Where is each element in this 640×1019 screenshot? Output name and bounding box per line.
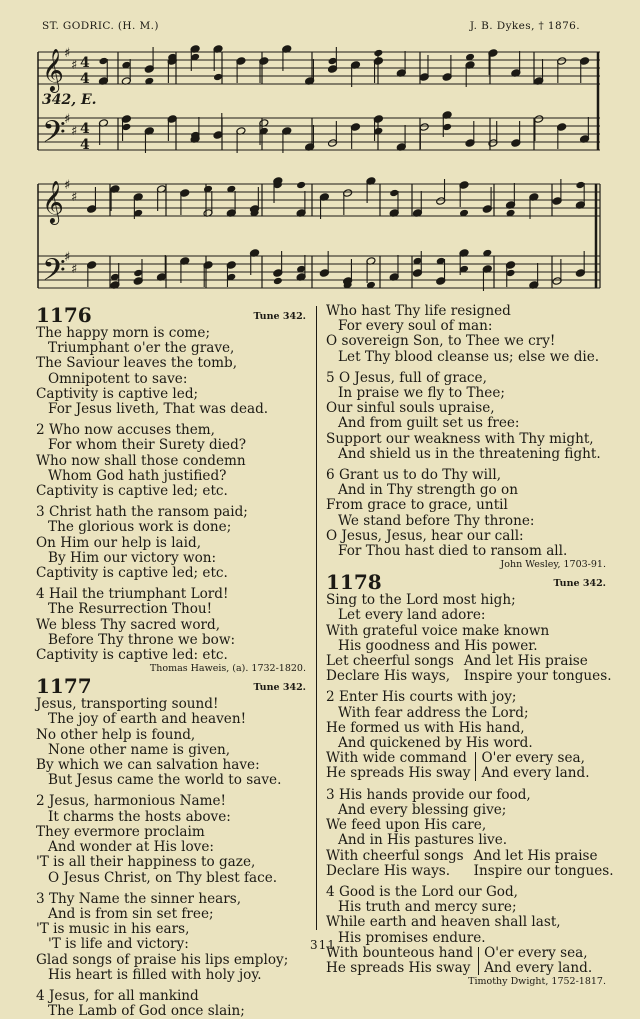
time-signature-bottom: 4 [80, 71, 90, 87]
page-number: 311 [310, 938, 336, 952]
verse-line: 5 O Jesus, full of grace, [326, 369, 487, 386]
sharp-icon: ♯ [71, 261, 78, 277]
verse-line: The happy morn is come; [36, 325, 211, 341]
brace-divider [475, 752, 476, 780]
verse-line: 3 Thy Name the sinner hears, [36, 890, 242, 907]
verse-line: 2 Jesus, harmonious Name! [36, 793, 226, 810]
hymn-number: 1178 [326, 570, 382, 595]
verse-line: Let every land adore: [338, 607, 486, 624]
refrain-right-line: Inspire your tongues. [463, 668, 612, 685]
verse-line: Omnipotent to save: [48, 370, 188, 387]
refrain-right-line: O'er every sea, [481, 750, 585, 767]
verse-line: And from guilt set us free: [338, 415, 520, 432]
verse-line: His goodness and His power. [338, 637, 538, 654]
verse-line: Captivity is captive led: etc. [36, 647, 228, 664]
verse-line: They evermore proclaim [36, 823, 205, 840]
verse-line: By which we can salvation have: [36, 757, 260, 774]
refrain-right-line: Inspire our tongues. [473, 862, 614, 879]
verse-line: O sovereign Son, to Thee we cry! [326, 333, 556, 350]
verse-line: Who hast Thy life resigned [326, 303, 511, 319]
verse-line: 4 Good is the Lord our God, [326, 883, 519, 900]
tune-reference: Tune 342. [253, 682, 306, 694]
time-signature-top: 4 [80, 55, 90, 71]
refrain-right-line: And let His praise [473, 847, 598, 864]
tune-reference: Tune 342. [253, 310, 306, 322]
hymn-header [36, 675, 306, 697]
verse-line: Jesus, transporting sound! [36, 696, 219, 713]
refrain-right-line: And let His praise [463, 653, 588, 670]
refrain-left-line: Declare His ways, [326, 668, 451, 685]
left-column [36, 304, 306, 1019]
verse-line: Let Thy blood cleanse us; else we die. [338, 348, 600, 365]
verse-line: Who now shall those condemn [36, 452, 246, 469]
verse-line: In praise we fly to Thee; [338, 385, 505, 402]
verse-line: 2 Enter His courts with joy; [326, 689, 517, 706]
verse-line: Our sinful souls upraise, [326, 400, 495, 417]
brace-divider [478, 947, 479, 975]
hymn-1177-verses-right [326, 304, 606, 559]
sharp-icon: ♯ [64, 249, 71, 265]
hymn-author: John Wesley, 1703-91. [500, 559, 606, 571]
time-signature-top: 4 [80, 121, 90, 137]
verse-line: While earth and heaven shall last, [326, 914, 561, 931]
verse-line: 'T is all their happiness to gaze, [36, 854, 256, 871]
clef-icon: 𝄞 [42, 180, 64, 223]
clef-icon: 𝄢 [42, 252, 66, 295]
verse-line: For every soul of man: [338, 318, 493, 335]
refrain-left-line: Declare His ways. [326, 862, 451, 879]
verse-line: It charms the hosts above: [48, 808, 231, 825]
tune-reference: Tune 342. [553, 578, 606, 590]
music-system-2 [0, 172, 640, 302]
verse-line: 6 Grant us to do Thy will, [326, 467, 502, 484]
verse-line: 'T is music in his ears, [36, 921, 190, 938]
sharp-icon: ♯ [64, 45, 71, 61]
sharp-icon: ♯ [64, 177, 71, 193]
verse-line: And wonder at His love: [48, 839, 214, 856]
verse-line: And is from sin set free; [48, 905, 214, 922]
refrain-left-line: He spreads His sway [326, 959, 471, 976]
hymn-header [326, 571, 606, 593]
verse-line: His promises endure. [338, 929, 486, 946]
hymn-1176-verses [36, 326, 306, 663]
verse-line: We bless Thy sacred word, [36, 616, 221, 633]
verse-line: 'T is life and victory: [48, 936, 189, 953]
tune-name: ST. GODRIC. (H. M.) [42, 20, 159, 32]
verse-line: Glad songs of praise his lips employ; [36, 951, 289, 968]
music-system-1 [0, 36, 640, 186]
hymn-author: Timothy Dwight, 1752-1817. [468, 976, 606, 988]
verse-line: The Resurrection Thou! [48, 601, 213, 618]
verse-line: 3 His hands provide our food, [326, 786, 531, 803]
verse-line: And shield us in the threatening fight. [338, 445, 601, 462]
verse-line: O Jesus Christ, on Thy blest face. [48, 869, 278, 886]
verse-line: His truth and mercy sure; [338, 899, 517, 916]
verse-line: The joy of earth and heaven! [48, 711, 247, 728]
verse-line: With grateful voice make known [326, 622, 550, 639]
hymn-1177-verses-left [36, 697, 306, 1019]
refrain-left-line: With wide command [326, 750, 467, 767]
hymn-author: Thomas Haweis, (a). 1732-1820. [149, 663, 306, 675]
verse-line: None other name is given, [48, 741, 231, 758]
sharp-icon: ♯ [71, 189, 78, 205]
verse-line: He formed us with His hand, [326, 719, 525, 736]
verse-line: The glorious work is done; [48, 519, 232, 536]
hymn-1178-verses [326, 592, 614, 976]
refrain-right-line: O'er every sea, [484, 944, 588, 961]
verse-line: Captivity is captive led; [36, 385, 199, 402]
sharp-icon: ♯ [64, 111, 71, 127]
verse-line: O Jesus, Jesus, hear our call: [326, 527, 524, 544]
refrain-right-line: And every land. [484, 959, 593, 976]
sharp-icon: ♯ [71, 57, 78, 73]
verse-line: No other help is found, [36, 726, 196, 743]
verse-line: For Jesus liveth, That was dead. [48, 401, 269, 418]
verse-line: We stand before Thy throne: [338, 512, 535, 529]
hymn-number: 1176 [36, 303, 92, 327]
note-head [273, 277, 283, 286]
verse-line: We feed upon His care, [326, 817, 487, 834]
verse-line: And every blessing give; [338, 801, 507, 818]
tune-number: 342, E. [42, 92, 97, 108]
verse-line: From grace to grace, until [326, 497, 508, 514]
verse-line: But Jesus came the world to save. [48, 772, 282, 789]
verse-line: Captivity is captive led; etc. [36, 565, 228, 582]
verse-line: Captivity is captive led; etc. [36, 483, 228, 500]
verse-line: And in Thy strength go on [338, 482, 518, 499]
refrain-left-line: With cheerful songs [326, 847, 464, 864]
verse-line: 2 Who now accuses them, [36, 422, 215, 439]
sharp-icon: ♯ [71, 123, 78, 139]
refrain-right-line: And every land. [481, 765, 590, 782]
refrain-left-line: Let cheerful songs [326, 653, 454, 670]
time-signature-bottom: 4 [80, 137, 90, 153]
verse-line: And in His pastures live. [338, 832, 508, 849]
verse-line: His heart is filled with holy joy. [48, 966, 262, 983]
clef-icon: 𝄢 [42, 114, 66, 157]
verse-line: Sing to the Lord most high; [326, 592, 516, 609]
verse-line: By Him our victory won: [48, 549, 217, 566]
note-head [373, 49, 383, 58]
hymn-header [36, 304, 306, 326]
clef-icon: 𝄞 [42, 48, 64, 91]
composer-credit: J. B. Dykes, † 1876. [469, 20, 580, 32]
verse-line: For Thou hast died to ransom all. [338, 543, 568, 560]
note-head [296, 181, 306, 190]
verse-line: The Saviour leaves the tomb, [36, 355, 238, 372]
refrain-left-line: With bounteous hand [326, 944, 474, 961]
column-divider [316, 306, 317, 930]
split-refrain [326, 653, 612, 685]
hymn-number: 1177 [36, 674, 92, 699]
verse-line: The Lamb of God once slain; [48, 1003, 245, 1019]
verse-line: 3 Christ hath the ransom paid; [36, 504, 248, 521]
split-refrain [326, 847, 614, 879]
verse-line: For whom their Surety died? [48, 437, 247, 454]
verse-line: With fear address the Lord; [338, 704, 529, 721]
verse-line: Triumphant o'er the grave, [48, 340, 235, 357]
split-refrain [326, 751, 606, 781]
verse-line: 4 Hail the triumphant Lord! [36, 586, 229, 603]
verse-line: Whom God hath justified? [48, 467, 227, 484]
verse-line: 4 Jesus, for all mankind [36, 987, 199, 1004]
split-refrain [326, 946, 606, 976]
verse-line: Support our weakness with Thy might, [326, 430, 594, 447]
verse-line: And quickened by His word. [338, 735, 533, 752]
refrain-left-line: He spreads His sway [326, 765, 471, 782]
verse-line: Before Thy throne we bow: [48, 631, 236, 648]
verse-line: On Him our help is laid, [36, 534, 202, 551]
right-column [326, 303, 614, 988]
